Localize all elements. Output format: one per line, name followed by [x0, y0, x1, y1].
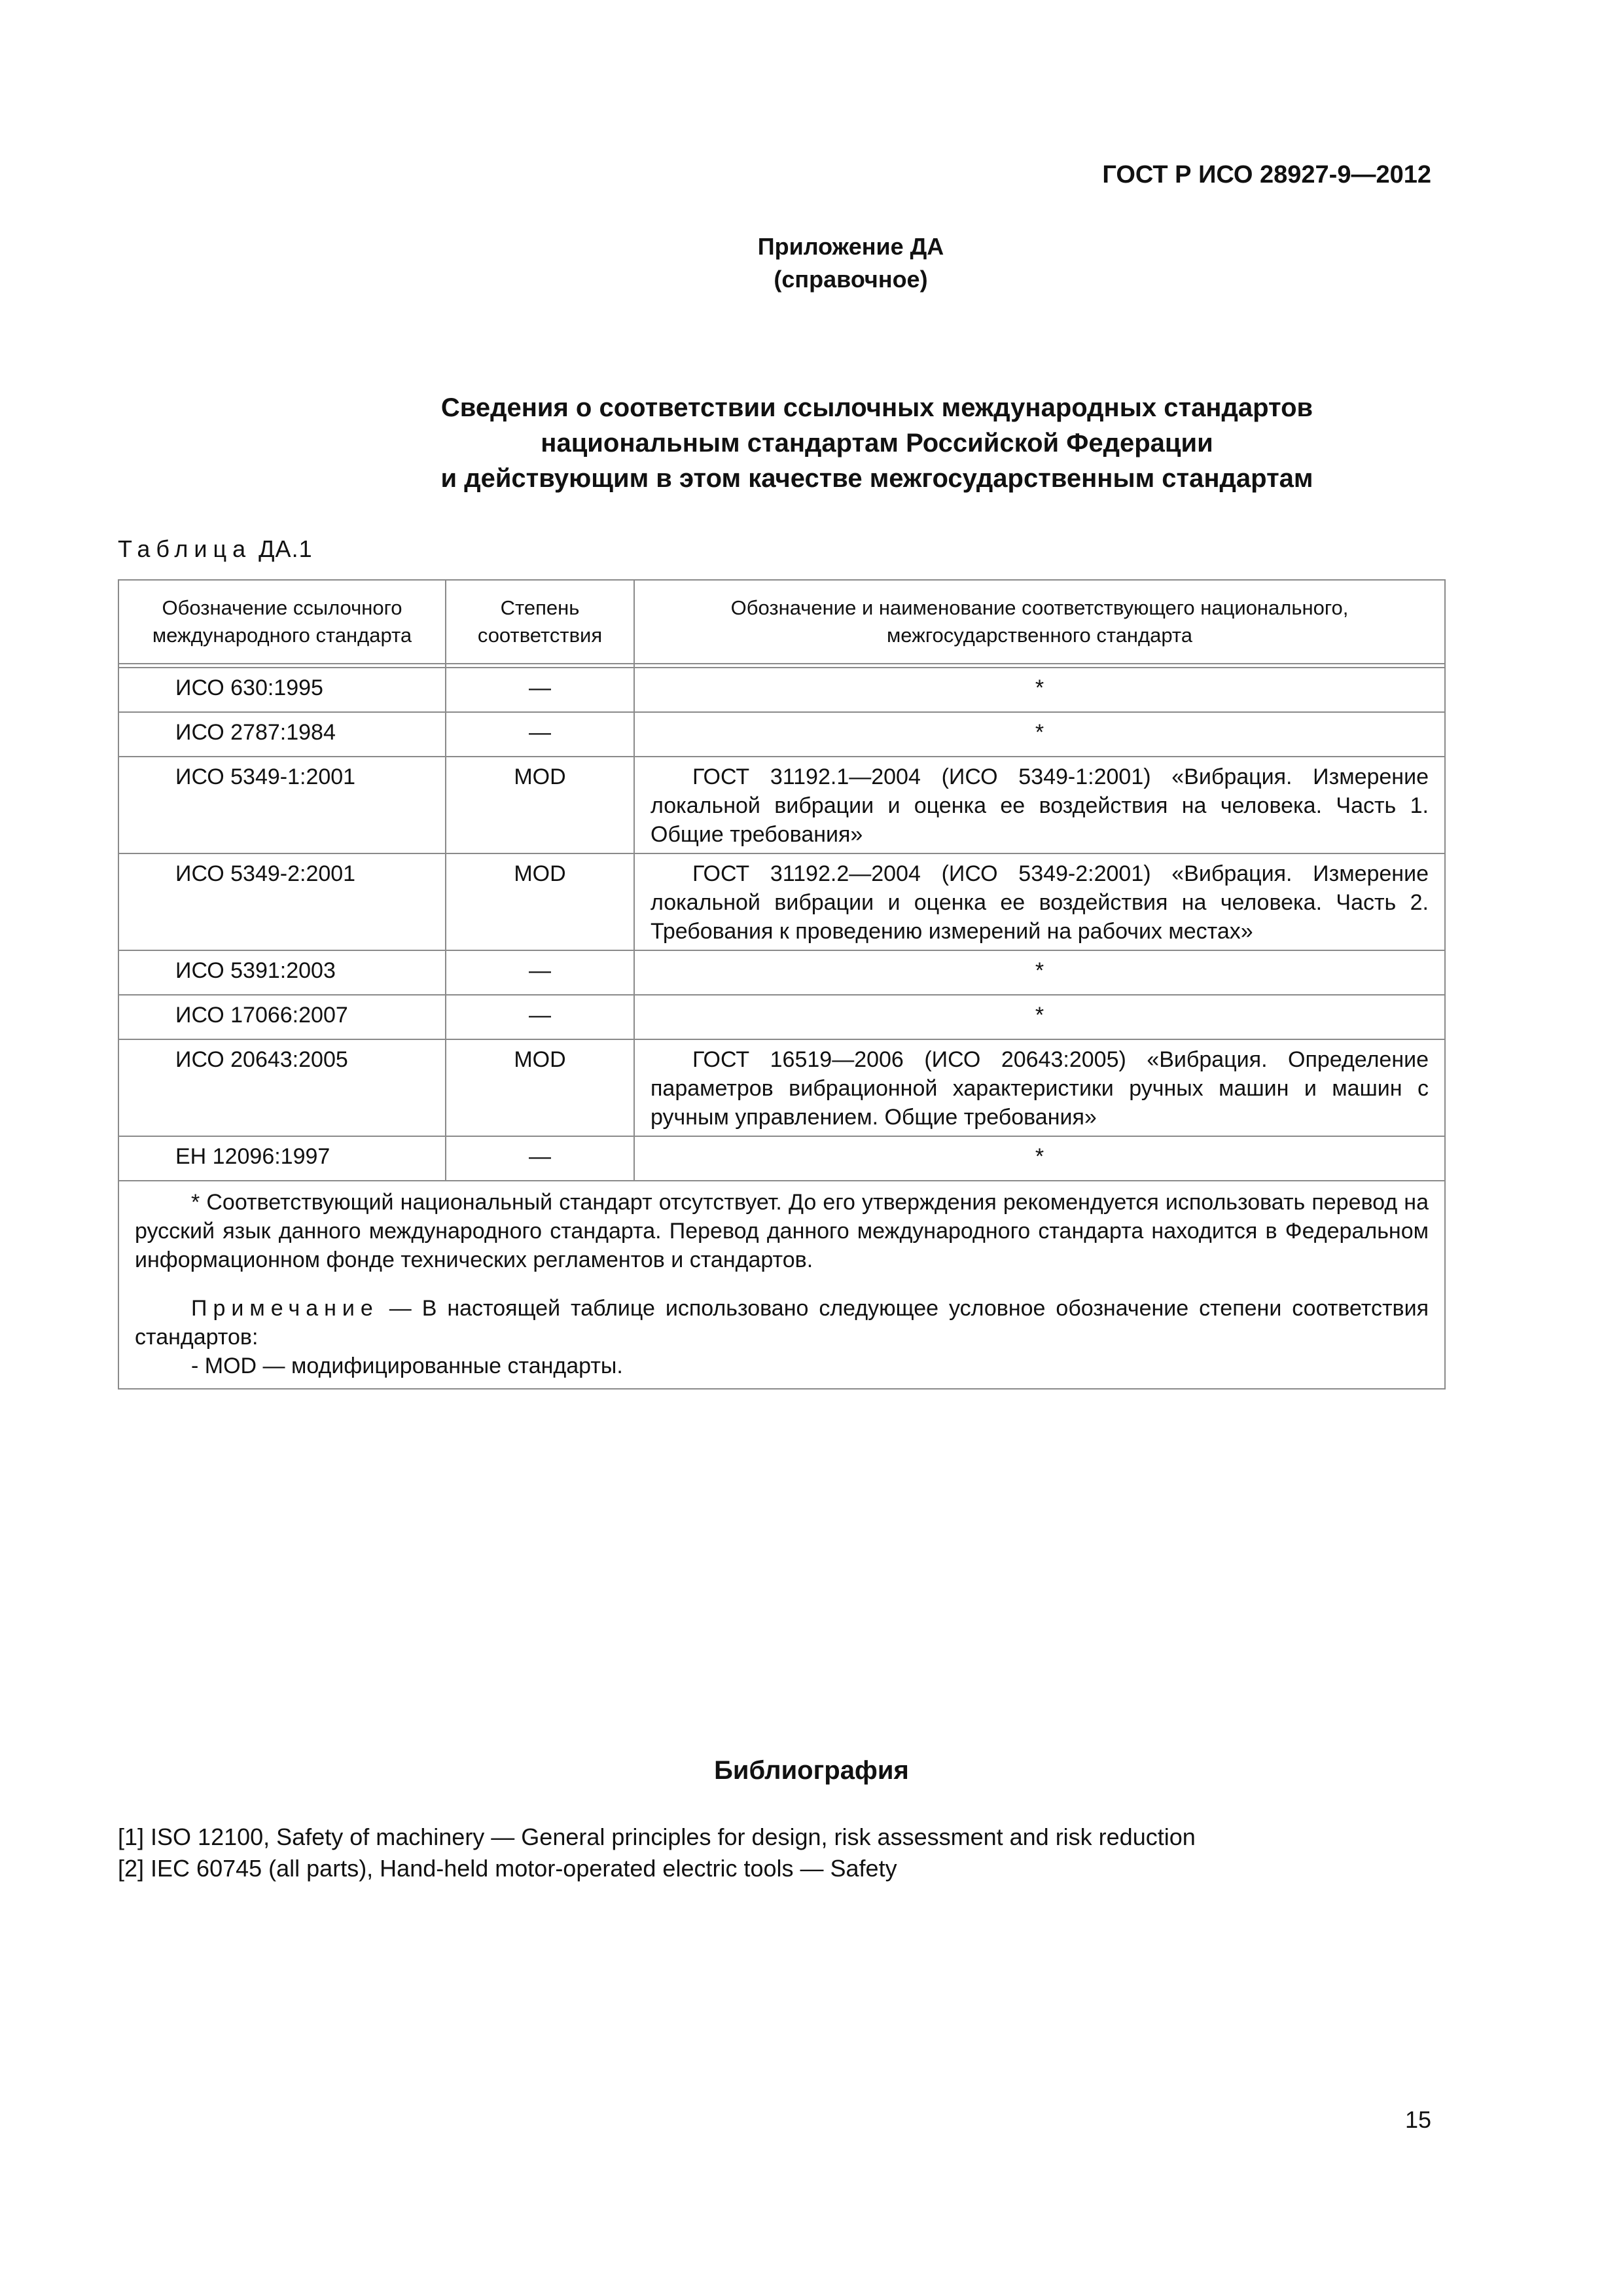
section-title — [65, 390, 1623, 496]
cell-degree: MOD — [446, 757, 634, 853]
title-line-3: и действующим в этом качестве межгосударственным стандартам — [440, 464, 1313, 493]
cell-degree: — — [446, 995, 634, 1039]
cell-national: * — [634, 1136, 1445, 1181]
table-footer-row — [118, 1181, 1445, 1389]
document-code: ГОСТ Р ИСО 28927-9—2012 — [1102, 161, 1431, 188]
cell-ref: ИСО 5349-2:2001 — [118, 853, 446, 950]
cell-ref: ИСО 20643:2005 — [118, 1039, 446, 1136]
cell-ref: ИСО 5391:2003 — [118, 950, 446, 995]
table-row — [118, 1136, 1445, 1181]
note — [135, 1294, 1429, 1352]
cell-national: * — [634, 950, 1445, 995]
page-number: 15 — [1404, 2106, 1431, 2133]
cell-national: * — [634, 668, 1445, 712]
appendix-heading — [39, 230, 1623, 296]
footnote: * Соответствующий национальный стандарт отсутствует. До его утверждения рекомендуется использовать перевод на русский язык данного международного стандарта. Перевод данного международного стандарта находится в Федеральном информационном фонде технических регламентов и стандартов. — [135, 1190, 1429, 1272]
table-row — [118, 853, 1445, 950]
table-row — [118, 757, 1445, 853]
cell-ref: ЕН 12096:1997 — [118, 1136, 446, 1181]
table-row — [118, 712, 1445, 757]
note-text: — В настоящей таблице использовано следующее условное обозначение степени соответствия стандартов: — [135, 1296, 1429, 1350]
table-row — [118, 950, 1445, 995]
cell-ref: ИСО 5349-1:2001 — [118, 757, 446, 853]
header-ref-standard: Обозначение ссылочного международного стандарта — [118, 580, 446, 664]
title-line-2: национальным стандартам Российской Федерации — [541, 429, 1213, 457]
note-item: - MOD — модифицированные стандарты. — [191, 1354, 623, 1378]
table-label-word: Таблица — [118, 535, 252, 562]
header-degree: Степень соответствия — [446, 580, 634, 664]
cell-national: * — [634, 995, 1445, 1039]
cell-degree: — — [446, 1136, 634, 1181]
table-label-number: ДА.1 — [259, 535, 313, 562]
appendix-type: (справочное) — [774, 266, 928, 293]
cell-ref: ИСО 17066:2007 — [118, 995, 446, 1039]
cell-national: * — [634, 712, 1445, 757]
title-line-1: Сведения о соответствии ссылочных международных стандартов — [440, 393, 1313, 422]
cell-ref: ИСО 630:1995 — [118, 668, 446, 712]
correspondence-table — [118, 579, 1446, 1390]
table-header-row — [118, 580, 1445, 664]
cell-degree: MOD — [446, 853, 634, 950]
cell-degree: MOD — [446, 1039, 634, 1136]
bibliography-item: [1] ISO 12100, Safety of machinery — General principles for design, risk assessment and risk reduction — [118, 1823, 1196, 1850]
table-row — [118, 668, 1445, 712]
table-row — [118, 1039, 1445, 1136]
table-label — [118, 535, 313, 563]
appendix-name: Приложение ДА — [757, 233, 944, 260]
note-label: Примечание — [191, 1296, 379, 1321]
cell-degree: — — [446, 668, 634, 712]
cell-national: ГОСТ 16519—2006 (ИСО 20643:2005) «Вибрация. Определение параметров вибрационной характеристики ручных машин и машин с ручным управлением. Общие требования» — [634, 1039, 1445, 1136]
cell-degree: — — [446, 712, 634, 757]
cell-degree: — — [446, 950, 634, 995]
cell-national: ГОСТ 31192.2—2004 (ИСО 5349-2:2001) «Вибрация. Измерение локальной вибрации и оценка ее воздействия на человека. Часть 2. Требования к проведению измерений на рабочих местах» — [634, 853, 1445, 950]
header-national-standard: Обозначение и наименование соответствующего национального, межгосударственного стандарта — [634, 580, 1445, 664]
table-row — [118, 995, 1445, 1039]
cell-ref: ИСО 2787:1984 — [118, 712, 446, 757]
table-footer — [118, 1181, 1445, 1389]
bibliography-item: [2] IEC 60745 (all parts), Hand-held motor-operated electric tools — Safety — [118, 1855, 897, 1882]
bibliography-title: Библиография — [714, 1756, 909, 1785]
cell-national: ГОСТ 31192.1—2004 (ИСО 5349-1:2001) «Вибрация. Измерение локальной вибрации и оценка ее воздействия на человека. Часть 1. Общие требования» — [634, 757, 1445, 853]
